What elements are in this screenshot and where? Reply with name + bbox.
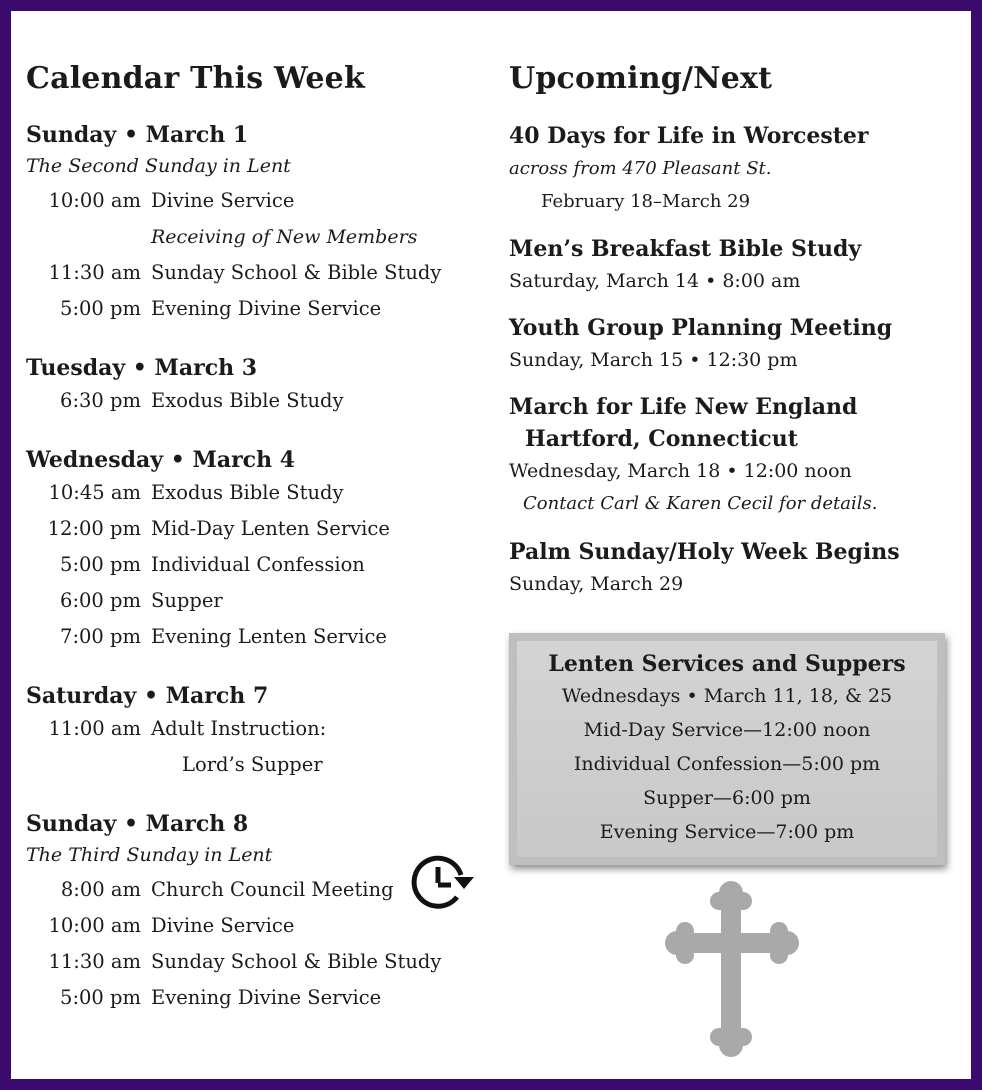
item-date: Sunday, March 29	[509, 573, 684, 595]
event-time: 7:00 pm	[60, 625, 141, 648]
day-heading: Tuesday • March 3	[26, 355, 258, 381]
box-line: Individual Confession—5:00 pm	[573, 753, 881, 775]
upcoming-item	[509, 233, 939, 297]
event-row	[26, 980, 486, 1016]
day-heading: Saturday • March 7	[26, 683, 269, 709]
event-description: Evening Lenten Service	[151, 625, 387, 648]
event-description: Mid-Day Lenten Service	[151, 517, 390, 540]
item-contact: Contact Carl & Karen Cecil for details.	[523, 493, 878, 514]
event-row	[26, 908, 486, 944]
event-time: 6:30 pm	[60, 389, 141, 412]
item-title-continued: Hartford, Connecticut	[525, 426, 798, 452]
event-row	[26, 619, 486, 655]
day-heading: Sunday • March 1	[26, 122, 249, 148]
event-description: Divine Service	[151, 189, 295, 212]
upcoming-item	[509, 120, 939, 218]
event-row	[26, 547, 486, 583]
event-note: Receiving of New Members	[151, 226, 418, 248]
event-description: Divine Service	[151, 914, 295, 937]
event-row	[26, 944, 486, 980]
event-description: Church Council Meeting	[151, 878, 394, 901]
clock-forward-icon	[411, 853, 477, 913]
box-line: Wednesdays • March 11, 18, & 25	[561, 685, 893, 707]
event-description: Sunday School & Bible Study	[151, 950, 442, 973]
day-block	[26, 445, 486, 655]
upcoming-item	[509, 391, 939, 521]
event-description: Evening Divine Service	[151, 986, 382, 1009]
event-row	[26, 711, 486, 747]
box-line: Evening Service—7:00 pm	[599, 821, 855, 843]
event-time: 12:00 pm	[47, 517, 141, 540]
event-time: 10:00 am	[48, 914, 141, 937]
upcoming-list	[509, 120, 939, 600]
item-location: across from 470 Pleasant St.	[509, 158, 772, 179]
event-row	[26, 583, 486, 619]
box-line: Supper—6:00 pm	[643, 787, 811, 809]
event-description: Exodus Bible Study	[151, 389, 344, 412]
event-time: 11:30 am	[48, 261, 141, 284]
item-title: Youth Group Planning Meeting	[509, 315, 893, 341]
event-description: Sunday School & Bible Study	[151, 261, 442, 284]
event-description: Adult Instruction:	[151, 717, 327, 740]
event-time: 11:00 am	[48, 717, 141, 740]
day-heading: Wednesday • March 4	[26, 447, 296, 473]
item-date: Sunday, March 15 • 12:30 pm	[509, 349, 798, 371]
event-time: 5:00 pm	[60, 986, 141, 1009]
newsletter-page	[11, 11, 971, 1079]
day-block	[26, 353, 486, 419]
box-line: Mid-Day Service—12:00 noon	[583, 719, 871, 741]
event-time: 8:00 am	[60, 878, 141, 901]
item-title: Men’s Breakfast Bible Study	[509, 236, 862, 262]
upcoming-item	[509, 536, 939, 600]
event-row	[26, 291, 486, 327]
event-time: 5:00 pm	[60, 553, 141, 576]
day-block	[26, 681, 486, 783]
event-time: 6:00 pm	[60, 589, 141, 612]
event-row	[26, 383, 486, 419]
event-continuation: Lord’s Supper	[182, 753, 323, 776]
event-time: 10:45 am	[48, 481, 141, 504]
item-title: Palm Sunday/Holy Week Begins	[509, 539, 900, 565]
upcoming-title: Upcoming/Next	[509, 61, 773, 96]
event-time: 5:00 pm	[60, 297, 141, 320]
event-row	[26, 511, 486, 547]
event-description: Individual Confession	[151, 553, 365, 576]
day-subtitle: The Second Sunday in Lent	[26, 155, 291, 177]
event-time: 11:30 am	[48, 950, 141, 973]
event-time: 10:00 am	[48, 189, 141, 212]
item-title: 40 Days for Life in Worcester	[509, 123, 869, 149]
item-date: Wednesday, March 18 • 12:00 noon	[509, 460, 852, 482]
upcoming-item	[509, 312, 939, 376]
lenten-services-box	[509, 633, 945, 865]
item-dates: February 18–March 29	[541, 191, 751, 212]
event-description: Supper	[151, 589, 223, 612]
item-title: March for Life New England	[509, 394, 858, 420]
event-description: Exodus Bible Study	[151, 481, 344, 504]
event-row	[26, 475, 486, 511]
event-row	[26, 183, 486, 219]
calendar-title: Calendar This Week	[26, 61, 365, 96]
day-block	[26, 120, 486, 327]
day-subtitle: The Third Sunday in Lent	[26, 844, 273, 866]
box-title: Lenten Services and Suppers	[548, 651, 906, 677]
budded-cross-icon	[663, 881, 803, 1057]
event-description: Evening Divine Service	[151, 297, 382, 320]
upcoming-next	[509, 61, 939, 615]
day-heading: Sunday • March 8	[26, 811, 249, 837]
event-row	[26, 255, 486, 291]
item-date: Saturday, March 14 • 8:00 am	[509, 270, 801, 292]
